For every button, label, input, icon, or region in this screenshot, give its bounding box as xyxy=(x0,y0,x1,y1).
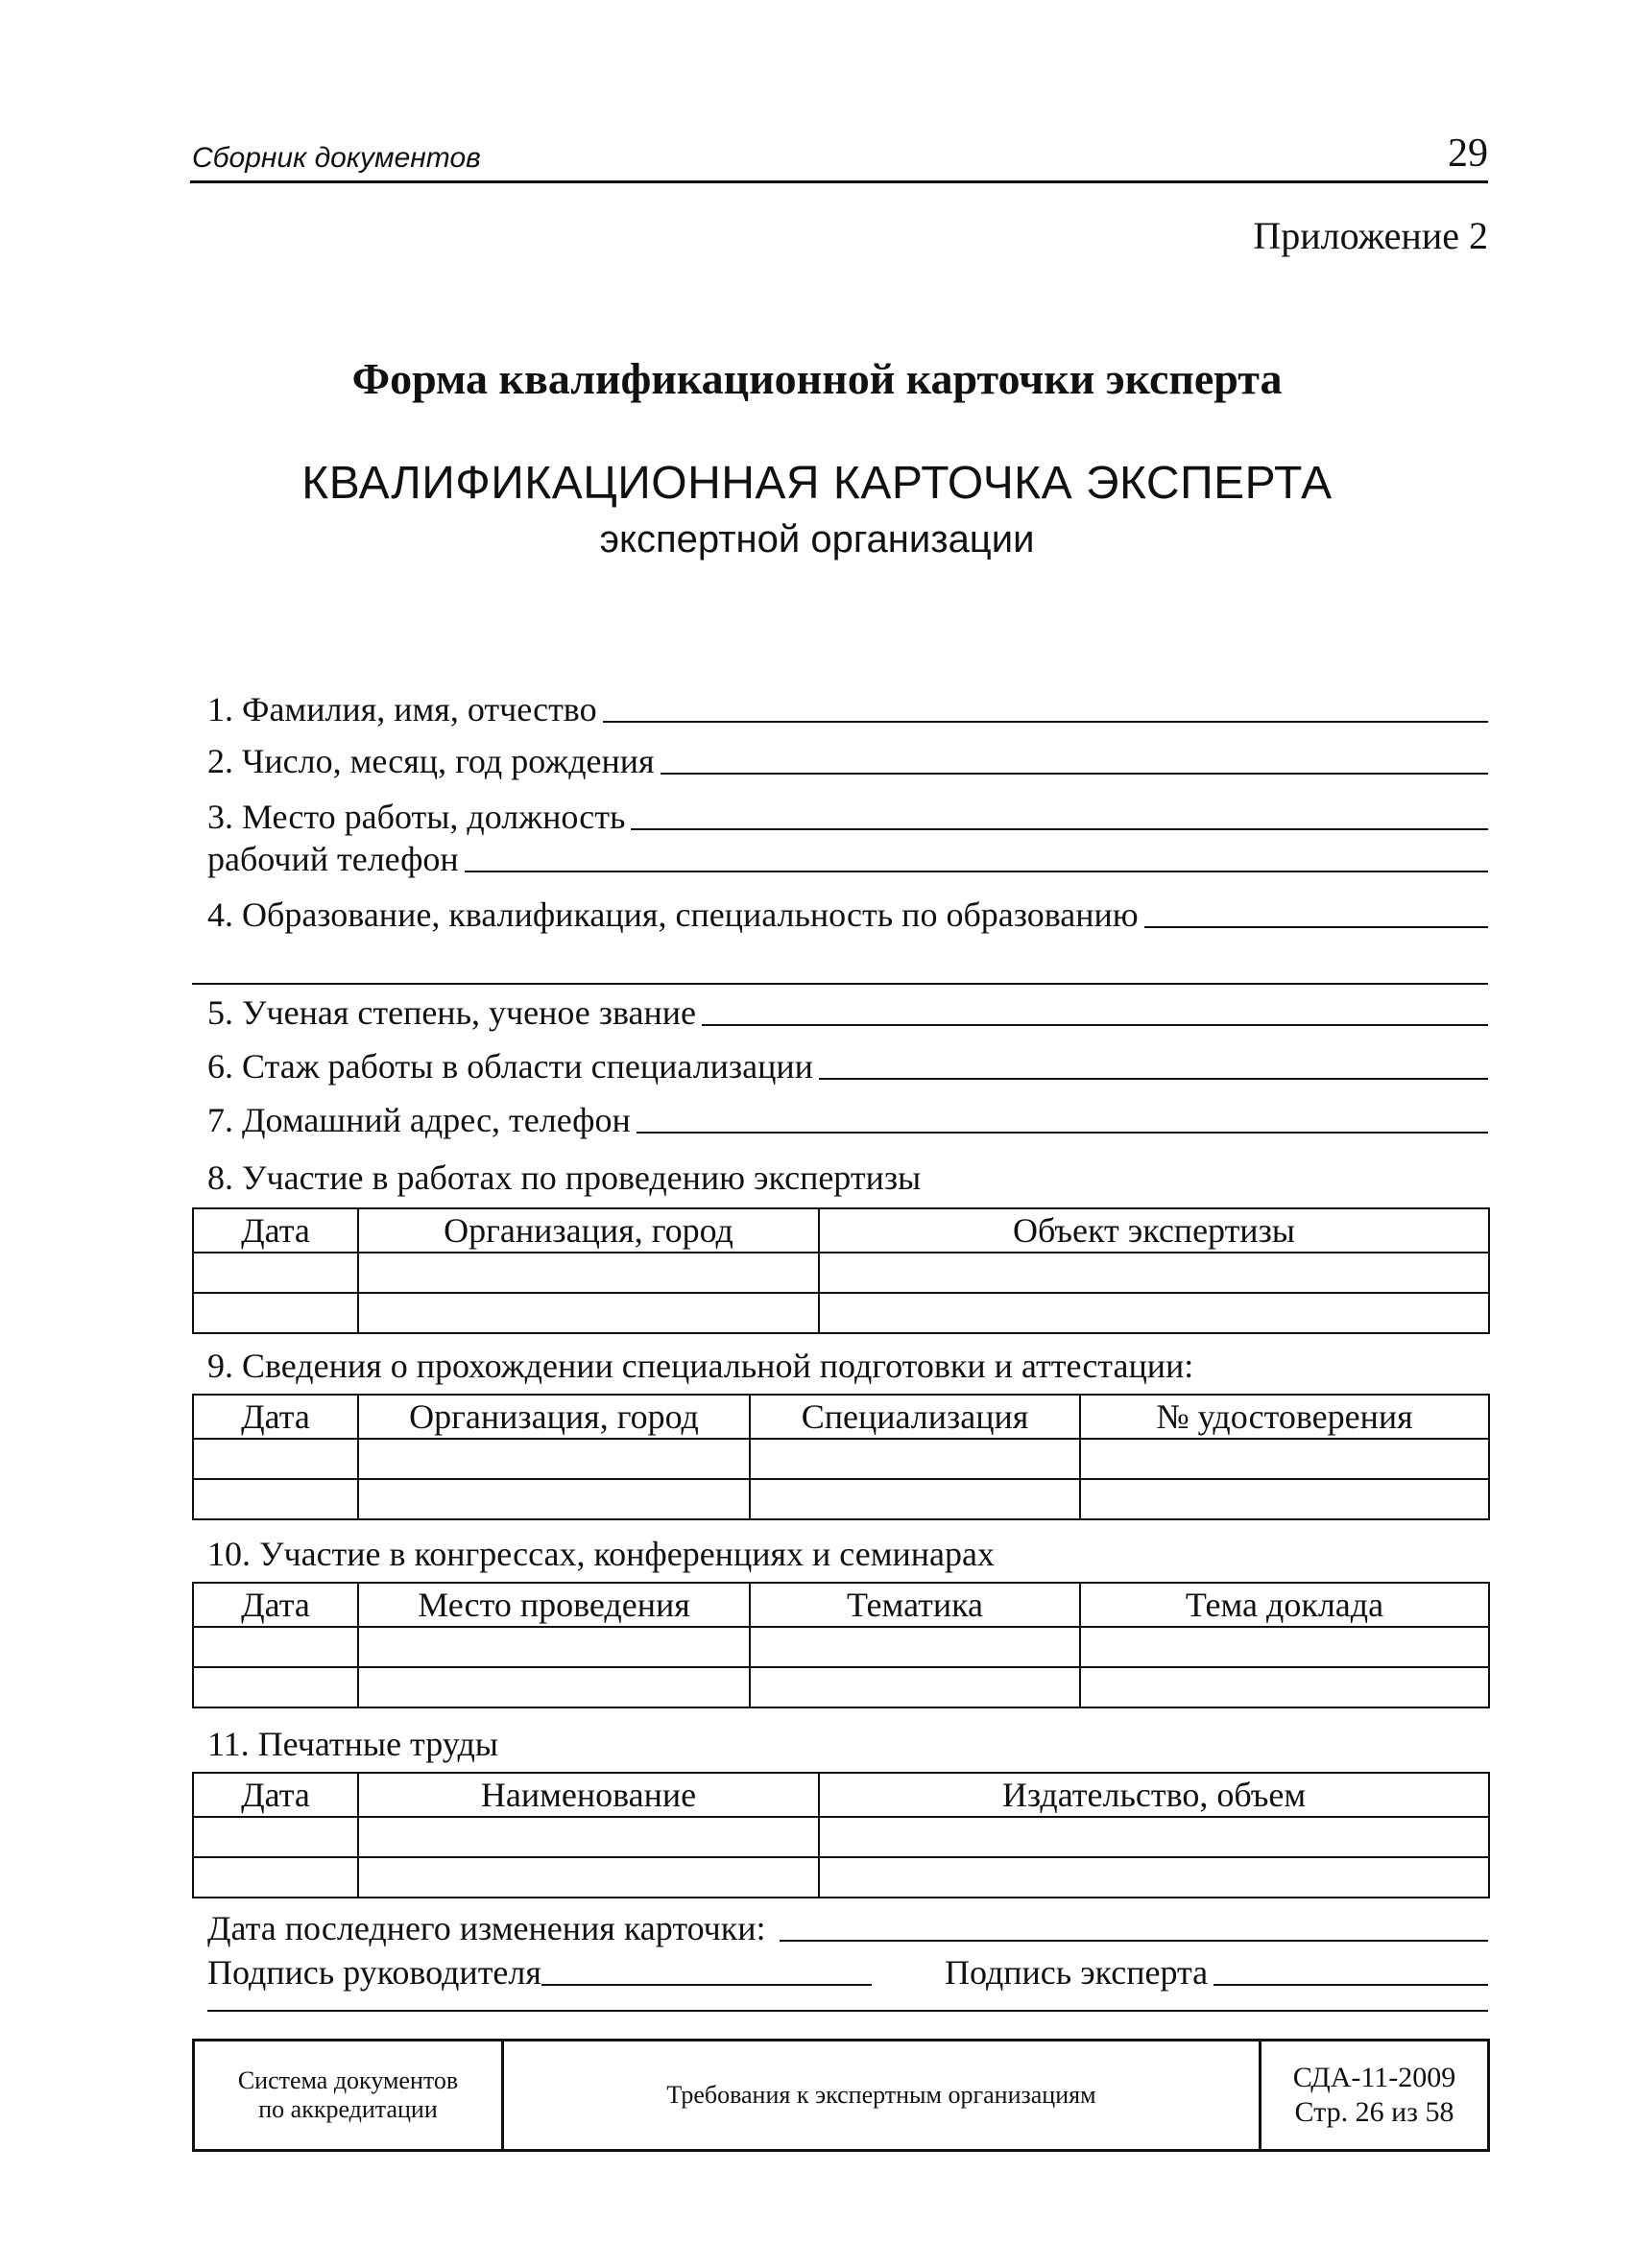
table-cell[interactable] xyxy=(750,1627,1080,1667)
table-cell[interactable] xyxy=(358,1817,819,1857)
table-cell[interactable] xyxy=(358,1627,750,1667)
table-cell[interactable] xyxy=(819,1857,1489,1898)
table-row xyxy=(193,1479,1489,1519)
footer-system-line2: по аккредитации xyxy=(258,2095,438,2123)
table-cell[interactable] xyxy=(1080,1627,1489,1667)
footer-system-cell xyxy=(194,2041,503,2151)
table-header: Организация, город xyxy=(358,1395,750,1439)
field-last-change-date xyxy=(207,1908,1488,1948)
running-header-title: Сборник документов xyxy=(192,142,481,174)
footer-requirements-cell xyxy=(503,2041,1261,2151)
table-row xyxy=(193,1817,1489,1857)
field-workplace xyxy=(207,797,1488,837)
table-cell[interactable] xyxy=(193,1439,358,1479)
field-education xyxy=(207,895,1488,935)
field-experience xyxy=(207,1046,1488,1086)
field-label: 7. Домашний адрес, телефон xyxy=(207,1101,631,1139)
field-degree xyxy=(207,992,1488,1033)
field-label: 4. Образование, квалификация, специальность по образованию xyxy=(207,895,1139,934)
table-cell[interactable] xyxy=(358,1439,750,1479)
section-10-label: 10. Участие в конгрессах, конференциях и семинарах xyxy=(207,1535,995,1573)
fill-line[interactable] xyxy=(603,721,1488,723)
footer-page-info: Стр. 26 из 58 xyxy=(1294,2096,1454,2128)
table-header: Тематика xyxy=(750,1583,1080,1627)
expert-signature-field xyxy=(945,1952,1488,1993)
table-row xyxy=(193,1253,1489,1293)
fill-line[interactable] xyxy=(1144,926,1488,928)
table-cell[interactable] xyxy=(358,1479,750,1519)
footer-system-line1: Система документов xyxy=(237,2066,459,2094)
field-label: Подпись руководителя xyxy=(207,1953,541,1992)
table-cell[interactable] xyxy=(1080,1479,1489,1519)
table-cell[interactable] xyxy=(193,1253,358,1293)
card-subtitle: экспертной организации xyxy=(599,518,1035,561)
table-header: Дата xyxy=(193,1208,358,1253)
table-cell[interactable] xyxy=(819,1817,1489,1857)
table-header: Дата xyxy=(193,1395,358,1439)
table-cell[interactable] xyxy=(819,1293,1489,1333)
fill-line[interactable] xyxy=(702,1024,1488,1026)
table-header: Издательство, объем xyxy=(819,1773,1489,1817)
table-cell[interactable] xyxy=(358,1253,819,1293)
header-rule xyxy=(190,180,1488,183)
appendix-label: Приложение 2 xyxy=(1253,214,1488,257)
field-label: рабочий телефон xyxy=(207,840,459,878)
section-11-table xyxy=(192,1772,1490,1898)
table-header: Специализация xyxy=(750,1395,1080,1439)
signature-line[interactable] xyxy=(1213,1984,1488,1986)
form-title: Форма квалификационной карточки эксперта xyxy=(351,354,1283,403)
section-8-table xyxy=(192,1207,1490,1334)
table-row xyxy=(193,1627,1489,1667)
section-9-table xyxy=(192,1394,1490,1520)
field-label: 2. Число, месяц, год рождения xyxy=(207,742,655,780)
table-cell[interactable] xyxy=(193,1667,358,1707)
table-row xyxy=(193,1439,1489,1479)
footer-requirements: Требования к экспертным организациям xyxy=(666,2081,1096,2109)
card-title: КВАЛИФИКАЦИОННАЯ КАРТОЧКА ЭКСПЕРТА xyxy=(301,458,1333,509)
section-8-label: 8. Участие в работах по проведению экспертизы xyxy=(207,1158,922,1197)
field-label: 3. Место работы, должность xyxy=(207,798,626,836)
table-cell[interactable] xyxy=(1080,1667,1489,1707)
table-header: Место проведения xyxy=(358,1583,750,1627)
education-continuation-line[interactable] xyxy=(192,983,1488,985)
table-cell[interactable] xyxy=(358,1667,750,1707)
table-cell[interactable] xyxy=(1080,1439,1489,1479)
table-cell[interactable] xyxy=(193,1857,358,1898)
signature-line[interactable] xyxy=(541,1984,872,1986)
field-work-phone xyxy=(207,839,1488,879)
section-10-table xyxy=(192,1582,1490,1708)
table-cell[interactable] xyxy=(358,1857,819,1898)
table-cell[interactable] xyxy=(193,1627,358,1667)
table-row xyxy=(193,1667,1489,1707)
table-header: Организация, город xyxy=(358,1208,819,1253)
page-number: 29 xyxy=(1448,131,1488,176)
fill-line[interactable] xyxy=(465,871,1488,872)
table-row xyxy=(193,1293,1489,1333)
field-birth-date xyxy=(207,741,1488,781)
signature-bottom-rule xyxy=(207,2010,1488,2012)
table-cell[interactable] xyxy=(819,1253,1489,1293)
section-11-label: 11. Печатные труды xyxy=(207,1725,498,1763)
table-cell[interactable] xyxy=(193,1293,358,1333)
table-cell[interactable] xyxy=(193,1817,358,1857)
fill-line[interactable] xyxy=(631,828,1488,830)
field-full-name xyxy=(207,689,1488,729)
table-header: Наименование xyxy=(358,1773,819,1817)
head-signature-field xyxy=(207,1952,872,1993)
table-cell[interactable] xyxy=(750,1479,1080,1519)
fill-line[interactable] xyxy=(780,1940,1488,1942)
section-9-label: 9. Сведения о прохождении специальной подготовки и аттестации: xyxy=(207,1347,1194,1385)
footer-doc-code: СДА-11-2009 xyxy=(1292,2062,1456,2093)
field-label: Подпись эксперта xyxy=(945,1953,1209,1992)
footer-table xyxy=(192,2039,1490,2152)
footer-code-cell xyxy=(1261,2041,1489,2151)
table-cell[interactable] xyxy=(193,1479,358,1519)
table-cell[interactable] xyxy=(358,1293,819,1333)
table-row xyxy=(193,1857,1489,1898)
table-header: № удостоверения xyxy=(1080,1395,1489,1439)
field-label: 1. Фамилия, имя, отчество xyxy=(207,690,597,728)
fill-line[interactable] xyxy=(661,773,1488,775)
table-cell[interactable] xyxy=(750,1439,1080,1479)
field-label: Дата последнего изменения карточки: xyxy=(207,1909,766,1947)
table-header: Дата xyxy=(193,1773,358,1817)
table-header: Тема доклада xyxy=(1080,1583,1489,1627)
fill-line[interactable] xyxy=(637,1132,1488,1134)
table-header: Дата xyxy=(193,1583,358,1627)
field-home-address xyxy=(207,1100,1488,1140)
field-label: 6. Стаж работы в области специализации xyxy=(207,1047,813,1086)
field-label: 5. Ученая степень, ученое звание xyxy=(207,993,696,1032)
table-header: Объект экспертизы xyxy=(819,1208,1489,1253)
table-cell[interactable] xyxy=(750,1667,1080,1707)
fill-line[interactable] xyxy=(819,1078,1488,1080)
